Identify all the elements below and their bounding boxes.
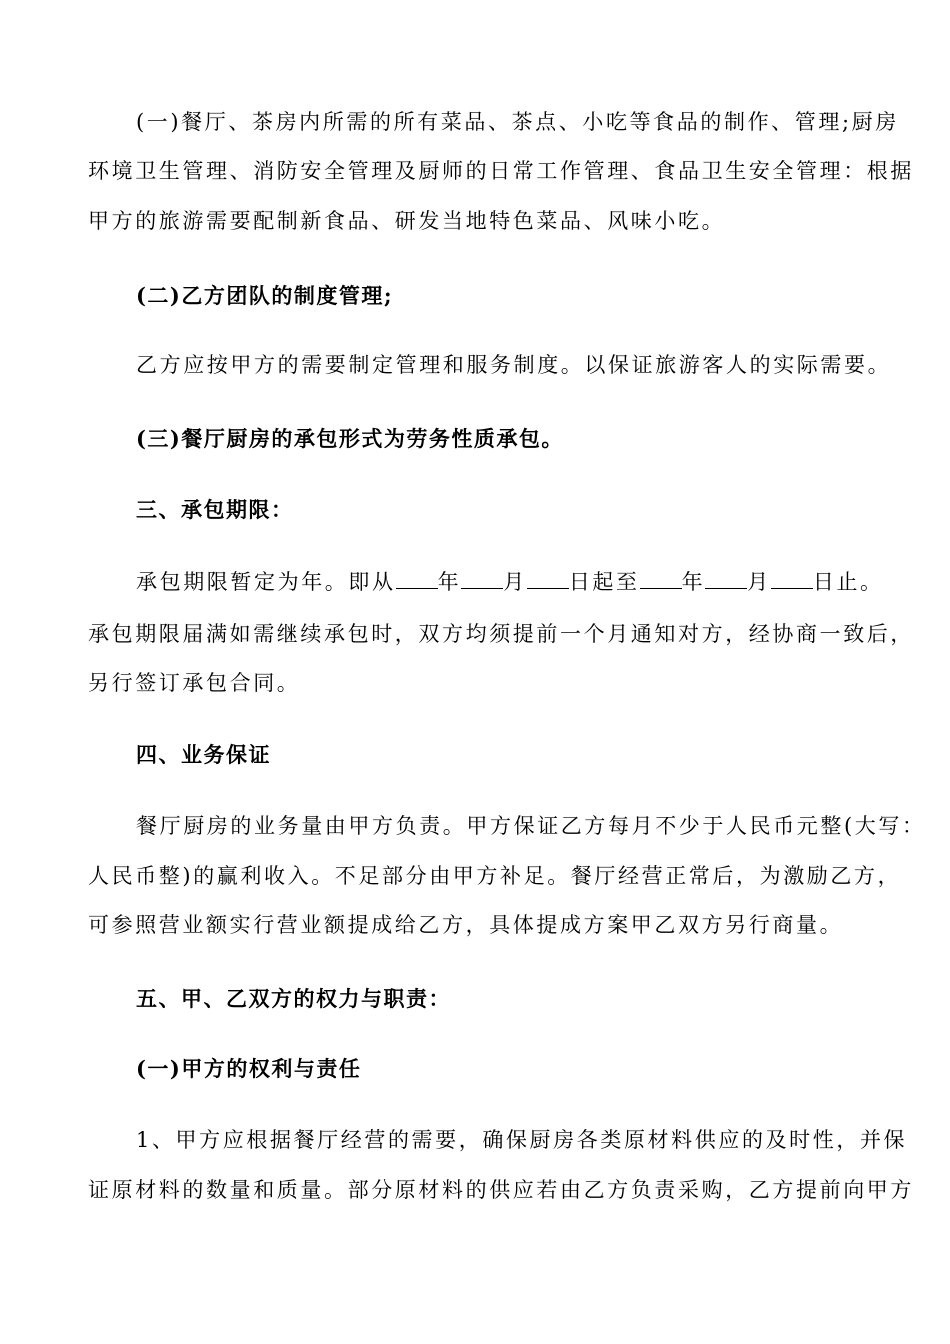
paragraph-guarantee-line-3: 可参照营业额实行营业额提成给乙方，具体提成方案甲乙双方另行商量。 <box>88 913 844 937</box>
term-month-1: 月 <box>503 570 527 594</box>
heading-team-management: (二)乙方团队的制度管理; <box>136 283 394 308</box>
heading-rights-duties: 五、甲、乙双方的权力与职责： <box>136 986 451 1011</box>
paragraph-term-line-3: 另行签订承包合同。 <box>88 671 301 695</box>
paragraph-kitchen-scope-line-3: 甲方的旅游需要配制新食品、研发当地特色菜品、风味小吃。 <box>88 209 726 233</box>
paragraph-kitchen-scope-line-1: (一)餐厅、茶房内所需的所有菜品、茶点、小吃等食品的制作、管理;厨房 <box>136 110 899 134</box>
term-year-2: 年 <box>681 570 706 594</box>
heading-business-guarantee: 四、业务保证 <box>136 742 271 767</box>
blank-month-2 <box>705 570 747 589</box>
term-year-1: 年 <box>437 570 462 594</box>
paragraph-item-1-line-1: 1、甲方应根据餐厅经营的需要，确保厨房各类原材料供应的及时性，并保 <box>136 1128 908 1152</box>
heading-party-a-rights: (一)甲方的权利与责任 <box>136 1056 362 1081</box>
paragraph-team-management: 乙方应按甲方的需要制定管理和服务制度。以保证旅游客人的实际需要。 <box>136 353 892 377</box>
paragraph-term-line-1 <box>136 568 926 596</box>
blank-month-1 <box>461 570 503 589</box>
term-day-2: 日止。 <box>812 570 884 594</box>
paragraph-guarantee-line-1: 餐厅厨房的业务量由甲方负责。甲方保证乙方每月不少于人民币元整(大写： <box>136 814 926 838</box>
term-text-start: 承包期限暂定为年。即从 <box>136 570 396 594</box>
blank-year-1 <box>396 570 438 589</box>
paragraph-item-1-line-2: 证原材料的数量和质量。部分原材料的供应若由乙方负责采购，乙方提前向甲方 <box>88 1178 914 1202</box>
heading-contract-term: 三、承包期限： <box>136 497 294 522</box>
paragraph-term-line-2: 承包期限届满如需继续承包时，双方均须提前一个月通知对方，经协商一致后， <box>88 622 914 646</box>
blank-year-2 <box>640 570 682 589</box>
term-month-2: 月 <box>747 570 771 594</box>
blank-day-1 <box>527 570 569 589</box>
blank-day-2 <box>771 570 813 589</box>
paragraph-kitchen-scope-line-2: 环境卫生管理、消防安全管理及厨师的日常工作管理、食品卫生安全管理：根据 <box>88 159 914 183</box>
term-day-1: 日起至 <box>568 570 640 594</box>
paragraph-guarantee-line-2: 人民币整)的赢利收入。不足部分由甲方补足。餐厅经营正常后，为激励乙方， <box>88 864 902 888</box>
heading-contract-form: (三)餐厅厨房的承包形式为劳务性质承包。 <box>136 426 564 451</box>
